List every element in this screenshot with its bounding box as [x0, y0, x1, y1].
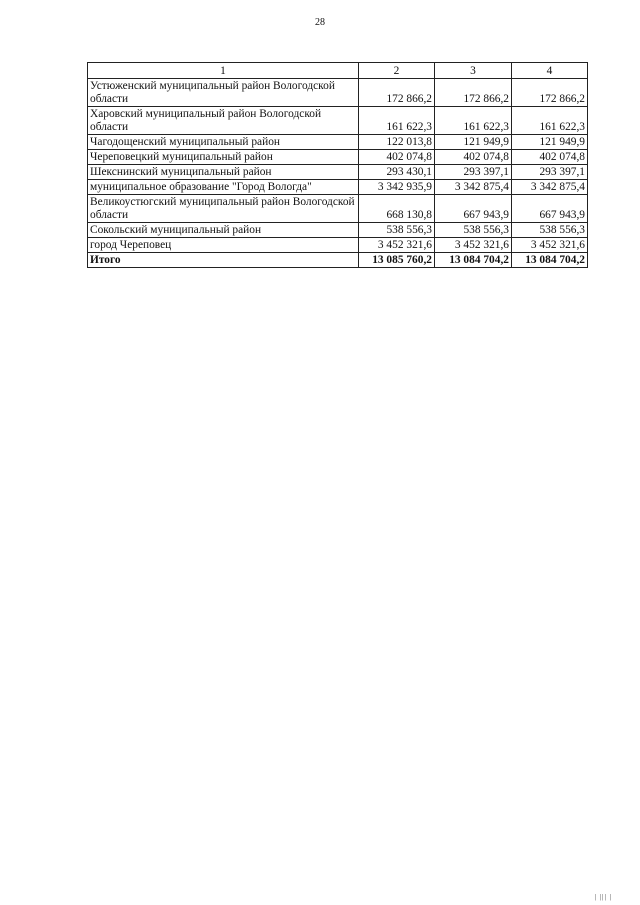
value-col-4: 3 452 321,6	[512, 238, 588, 253]
value-col-4: 161 622,3	[512, 107, 588, 135]
value-col-2: 538 556,3	[359, 223, 435, 238]
value-col-3: 538 556,3	[435, 223, 512, 238]
value-col-4: 172 866,2	[512, 79, 588, 107]
footer-marks: | ||| |	[594, 893, 612, 901]
row-name: Устюженский муниципальный район Вологодской области	[88, 79, 359, 107]
row-name: город Череповец	[88, 238, 359, 253]
value-col-3: 161 622,3	[435, 107, 512, 135]
row-name: Череповецкий муниципальный район	[88, 150, 359, 165]
table-row	[88, 223, 588, 238]
budget-table	[87, 62, 588, 268]
value-col-2: 3 342 935,9	[359, 180, 435, 195]
table-row	[88, 135, 588, 150]
row-name: Шекснинский муниципальный район	[88, 165, 359, 180]
value-col-4: 3 342 875,4	[512, 180, 588, 195]
table-row	[88, 180, 588, 195]
row-name: Великоустюгский муниципальный район Вологодской области	[88, 195, 359, 223]
column-header-2: 2	[359, 63, 435, 79]
value-col-4: 121 949,9	[512, 135, 588, 150]
total-col-4: 13 084 704,2	[512, 253, 588, 268]
table-row	[88, 165, 588, 180]
value-col-3: 667 943,9	[435, 195, 512, 223]
value-col-2: 161 622,3	[359, 107, 435, 135]
table-row	[88, 107, 588, 135]
table-row	[88, 195, 588, 223]
table-row	[88, 79, 588, 107]
value-col-2: 172 866,2	[359, 79, 435, 107]
value-col-3: 3 342 875,4	[435, 180, 512, 195]
table-row	[88, 150, 588, 165]
column-header-3: 3	[435, 63, 512, 79]
total-col-3: 13 084 704,2	[435, 253, 512, 268]
value-col-2: 293 430,1	[359, 165, 435, 180]
total-col-2: 13 085 760,2	[359, 253, 435, 268]
value-col-2: 402 074,8	[359, 150, 435, 165]
column-header-4: 4	[512, 63, 588, 79]
value-col-2: 668 130,8	[359, 195, 435, 223]
value-col-2: 3 452 321,6	[359, 238, 435, 253]
column-header-1: 1	[88, 63, 359, 79]
row-name: муниципальное образование "Город Вологда"	[88, 180, 359, 195]
total-label: Итого	[88, 253, 359, 268]
value-col-4: 667 943,9	[512, 195, 588, 223]
page-number: 28	[315, 17, 325, 28]
value-col-3: 172 866,2	[435, 79, 512, 107]
value-col-3: 293 397,1	[435, 165, 512, 180]
value-col-4: 293 397,1	[512, 165, 588, 180]
total-row	[88, 253, 588, 268]
table-header-row	[88, 63, 588, 79]
row-name: Чагодощенский муниципальный район	[88, 135, 359, 150]
value-col-3: 402 074,8	[435, 150, 512, 165]
row-name: Харовский муниципальный район Вологодской области	[88, 107, 359, 135]
value-col-4: 538 556,3	[512, 223, 588, 238]
value-col-4: 402 074,8	[512, 150, 588, 165]
value-col-2: 122 013,8	[359, 135, 435, 150]
value-col-3: 121 949,9	[435, 135, 512, 150]
row-name: Сокольский муниципальный район	[88, 223, 359, 238]
table-row	[88, 238, 588, 253]
value-col-3: 3 452 321,6	[435, 238, 512, 253]
